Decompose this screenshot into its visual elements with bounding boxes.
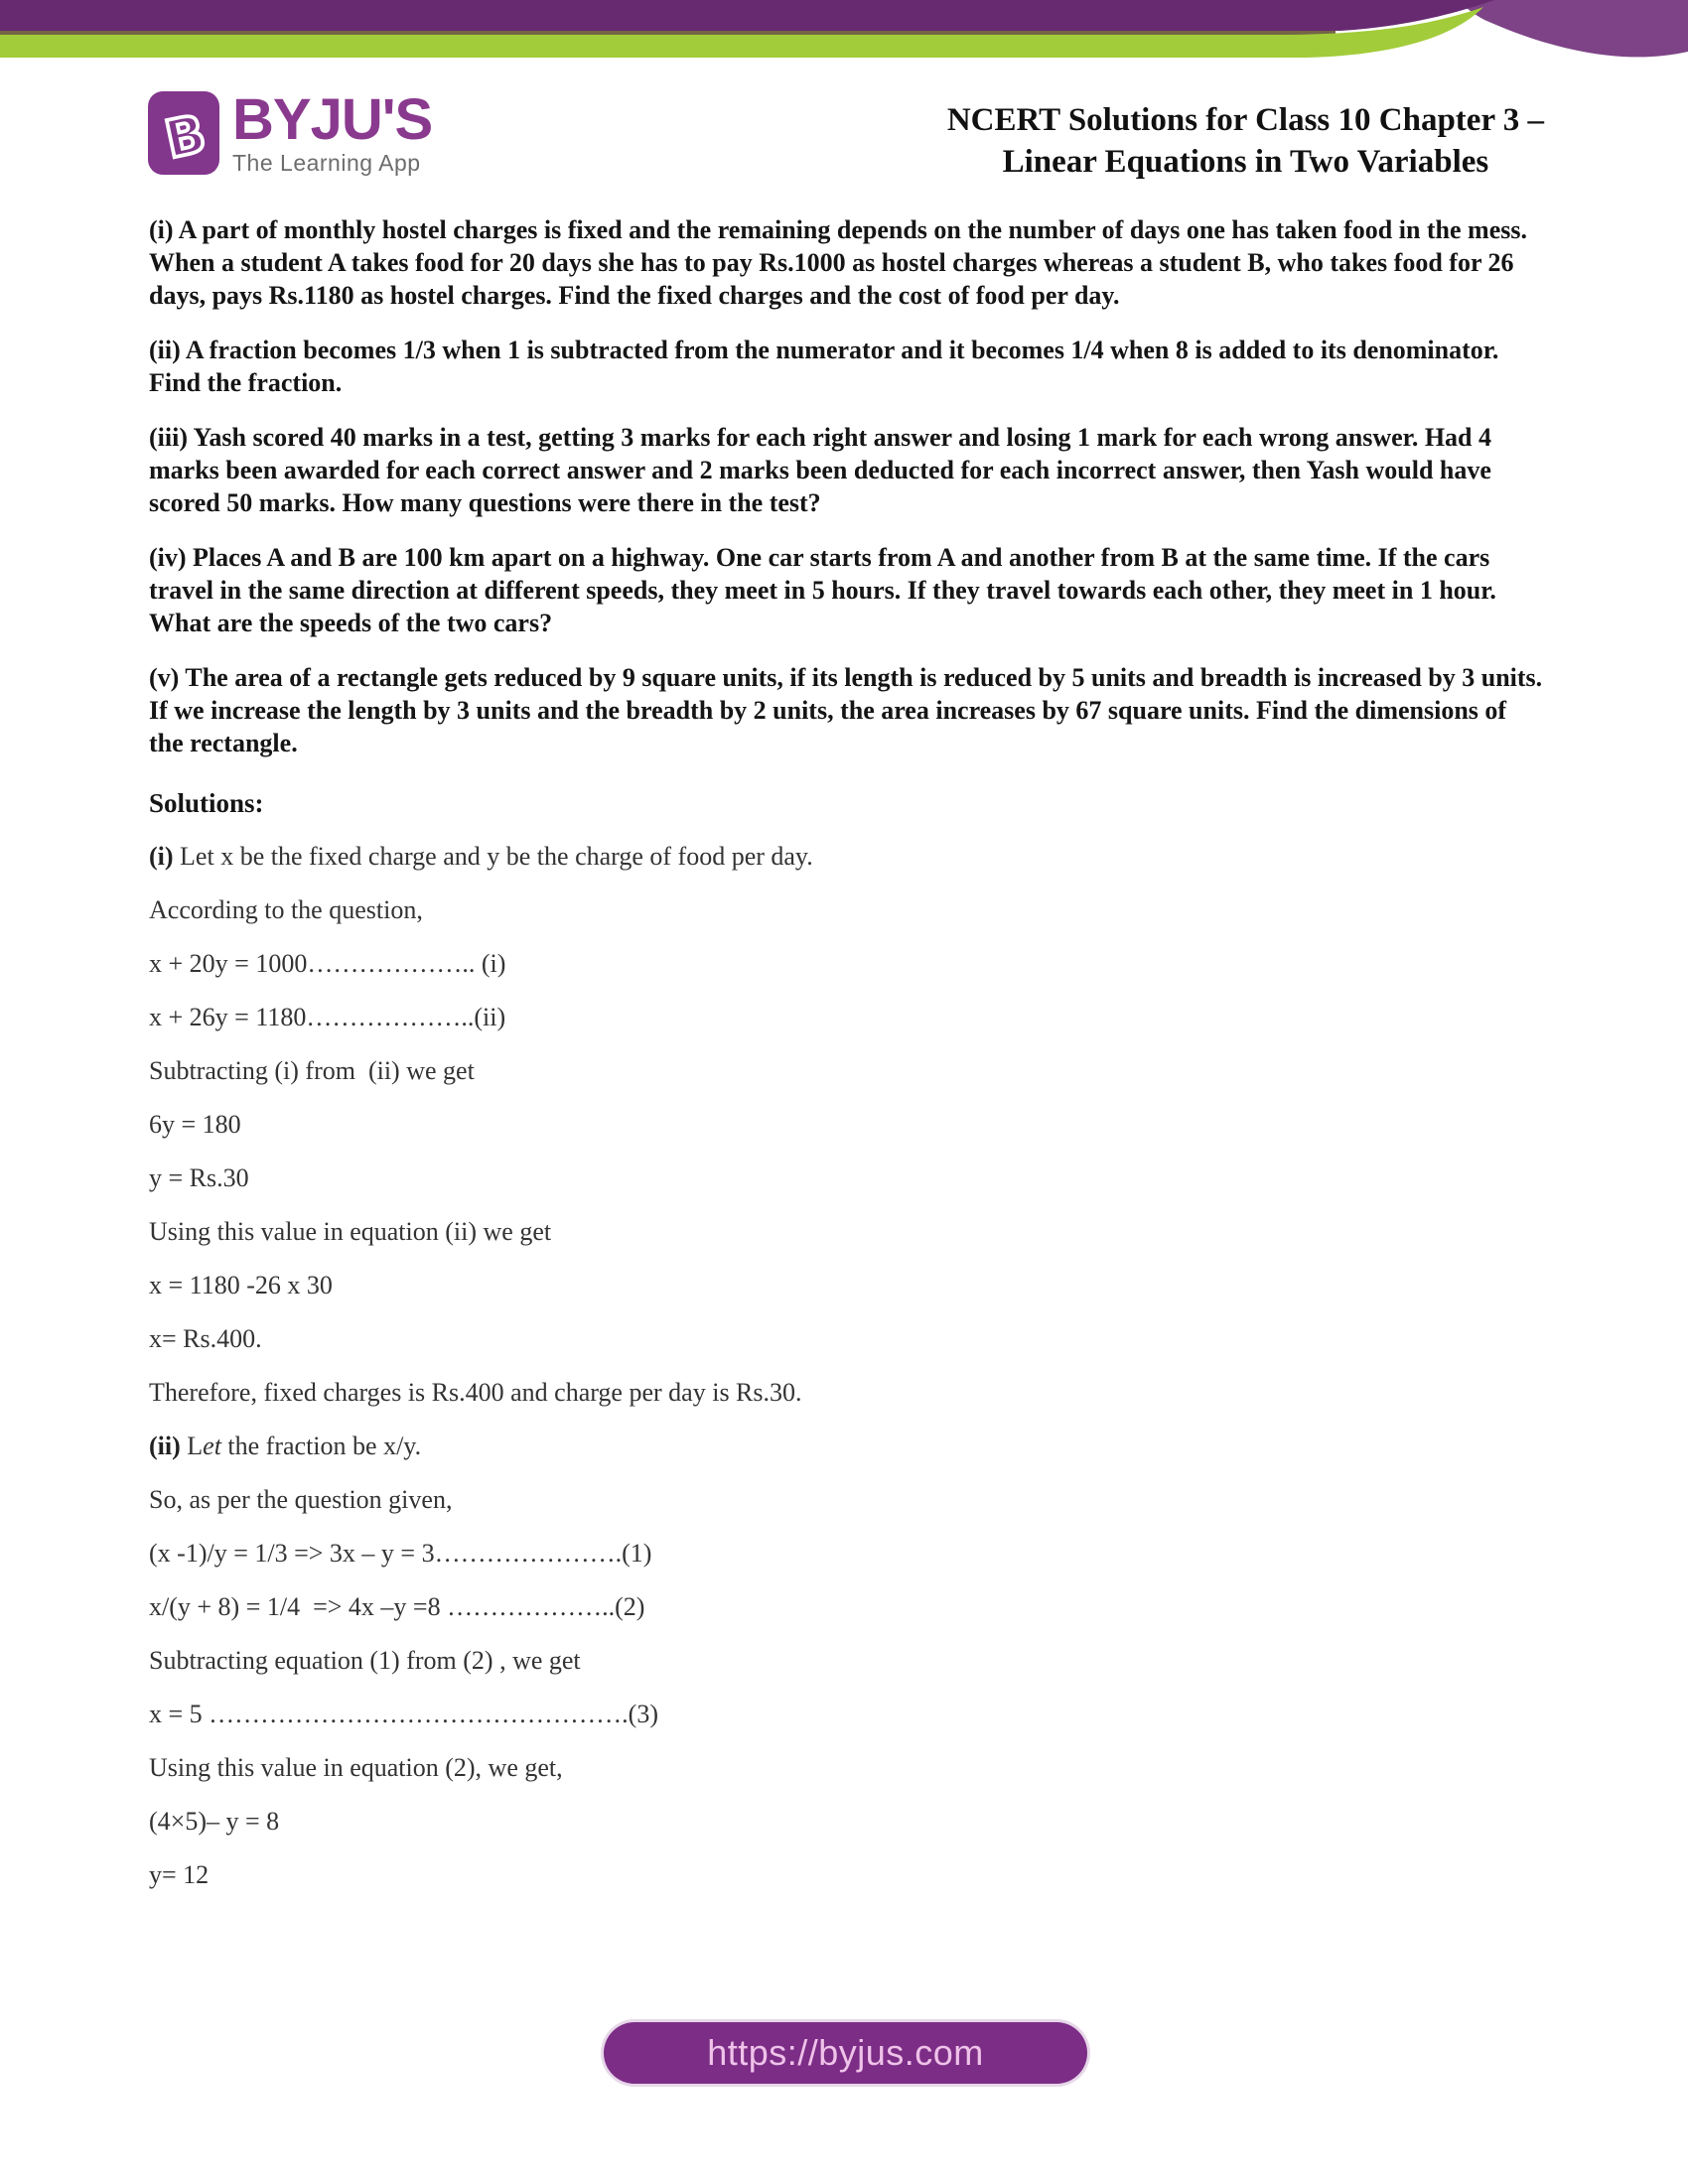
line-text: Subtracting equation (1) from (2) , we get [149, 1646, 581, 1675]
line-text: L [180, 1432, 204, 1460]
byjus-url-text: https://byjus.com [707, 2032, 984, 2073]
question-iv: (iv) Places A and B are 100 km apart on a highway. One car starts from A and another from B at the same time. If the cars travel in the same direction at different speeds, they meet in 5 hours. If they travel towards each other, they meet in 1 hour. What are the speeds of the two cars? [149, 543, 1496, 637]
line-text: y= 12 [149, 1860, 210, 1889]
solution-line [149, 1215, 1544, 1248]
solution-line [149, 1108, 1544, 1141]
line-text: y = Rs.30 [149, 1163, 249, 1192]
line-text-2: the fraction be x/y. [220, 1432, 422, 1460]
line-text: Therefore, fixed charges is Rs.400 and charge per day is Rs.30. [149, 1378, 802, 1407]
solution-line [149, 1698, 1544, 1730]
line-marker: (i) [149, 842, 174, 871]
solution-line [149, 893, 1544, 926]
line-italic: et [203, 1432, 221, 1460]
line-text: x + 20y = 1000……………….. (i) [149, 949, 506, 978]
question-iii: (iii) Yash scored 40 marks in a test, getting 3 marks for each right answer and losing 1 mark for each wrong answer. Had 4 marks been awarded for each correct answer and 2 marks been deducted for each incorrect answer, then Yash would have scored 50 marks. How many questions were there in the test? [149, 423, 1491, 517]
solution-line [149, 1537, 1544, 1570]
line-text: x = 5 ………………………………………….(3) [149, 1700, 658, 1728]
line-text: Using this value in equation (2), we get, [149, 1753, 563, 1782]
question-ii: (ii) A fraction becomes 1/3 when 1 is subtracted from the numerator and it becomes 1/4 when 8 is added to its denominator. Find the fraction. [149, 336, 1499, 397]
solutions-heading: Solutions: [149, 788, 264, 818]
line-text: According to the question, [149, 895, 423, 924]
line-marker: (ii) [149, 1432, 181, 1460]
solution-line [149, 1644, 1544, 1677]
line-text: Let x be the fixed charge and y be the charge of food per day. [173, 842, 813, 871]
solution-line [149, 1483, 1544, 1516]
byjus-b-icon [148, 91, 219, 175]
page-title-line2: Linear Equations in Two Variables [1002, 144, 1489, 180]
solution-line [149, 1269, 1544, 1301]
solution-line [149, 1161, 1544, 1194]
page-title [947, 99, 1544, 183]
byjus-url-button[interactable] [604, 2022, 1087, 2084]
header-banner [0, 0, 1688, 91]
line-text: x/(y + 8) = 1/4 => 4x –y =8 ………………..(2) [149, 1592, 645, 1621]
page-title-line1: NCERT Solutions for Class 10 Chapter 3 – [946, 102, 1544, 138]
solution-line [149, 947, 1544, 980]
solution-line [149, 1590, 1544, 1623]
question-i: (i) A part of monthly hostel charges is fixed and the remaining depends on the number of days one has taken food in the mess. When a student A takes food for 20 days she has to pay Rs.1000 as hostel charges whereas a student B, who takes food for 26 days, pays Rs.1180 as hostel charges. Find the fixed charges and the cost of food per day. [149, 215, 1527, 310]
line-text: x= Rs.400. [149, 1324, 262, 1353]
logo-text-block [232, 87, 433, 176]
byjus-logo [148, 87, 433, 176]
banner-light-purple-swoosh [1458, 0, 1688, 57]
solution-line [149, 1054, 1544, 1087]
line-text: Subtracting (i) from (ii) we get [149, 1056, 475, 1085]
solution-line [149, 1858, 1544, 1891]
line-text: (4×5)– y = 8 [149, 1807, 280, 1836]
solution-line [149, 1376, 1544, 1409]
svg-text:B: B [160, 104, 211, 172]
document-content [149, 213, 1544, 1912]
logo-tagline: The Learning App [232, 150, 421, 176]
logo-wordmark: BYJU'S [232, 87, 433, 152]
solution-line [149, 1430, 1544, 1462]
solution-line [149, 840, 1544, 873]
solution-line [149, 1001, 1544, 1033]
line-text: 6y = 180 [149, 1110, 241, 1139]
solution-line [149, 1322, 1544, 1355]
line-text: x + 26y = 1180………………..(ii) [149, 1003, 506, 1031]
page-header [148, 87, 1544, 210]
question-v: (v) The area of a rectangle gets reduced by 9 square units, if its length is reduced by 5 units and breadth is increased by 3 units. If we increase the length by 3 units and the breadth by 2 units, the area increases by 67 square units. Find the dimensions of the rectangle. [149, 663, 1543, 757]
line-text: Using this value in equation (ii) we get [149, 1217, 552, 1246]
line-text: So, as per the question given, [149, 1485, 453, 1514]
banner-dark-purple-band [0, 0, 1494, 31]
solution-line [149, 1805, 1544, 1838]
line-text: (x -1)/y = 1/3 => 3x – y = 3………………….(1) [149, 1539, 652, 1568]
solution-line [149, 1751, 1544, 1784]
line-text: x = 1180 -26 x 30 [149, 1271, 333, 1299]
